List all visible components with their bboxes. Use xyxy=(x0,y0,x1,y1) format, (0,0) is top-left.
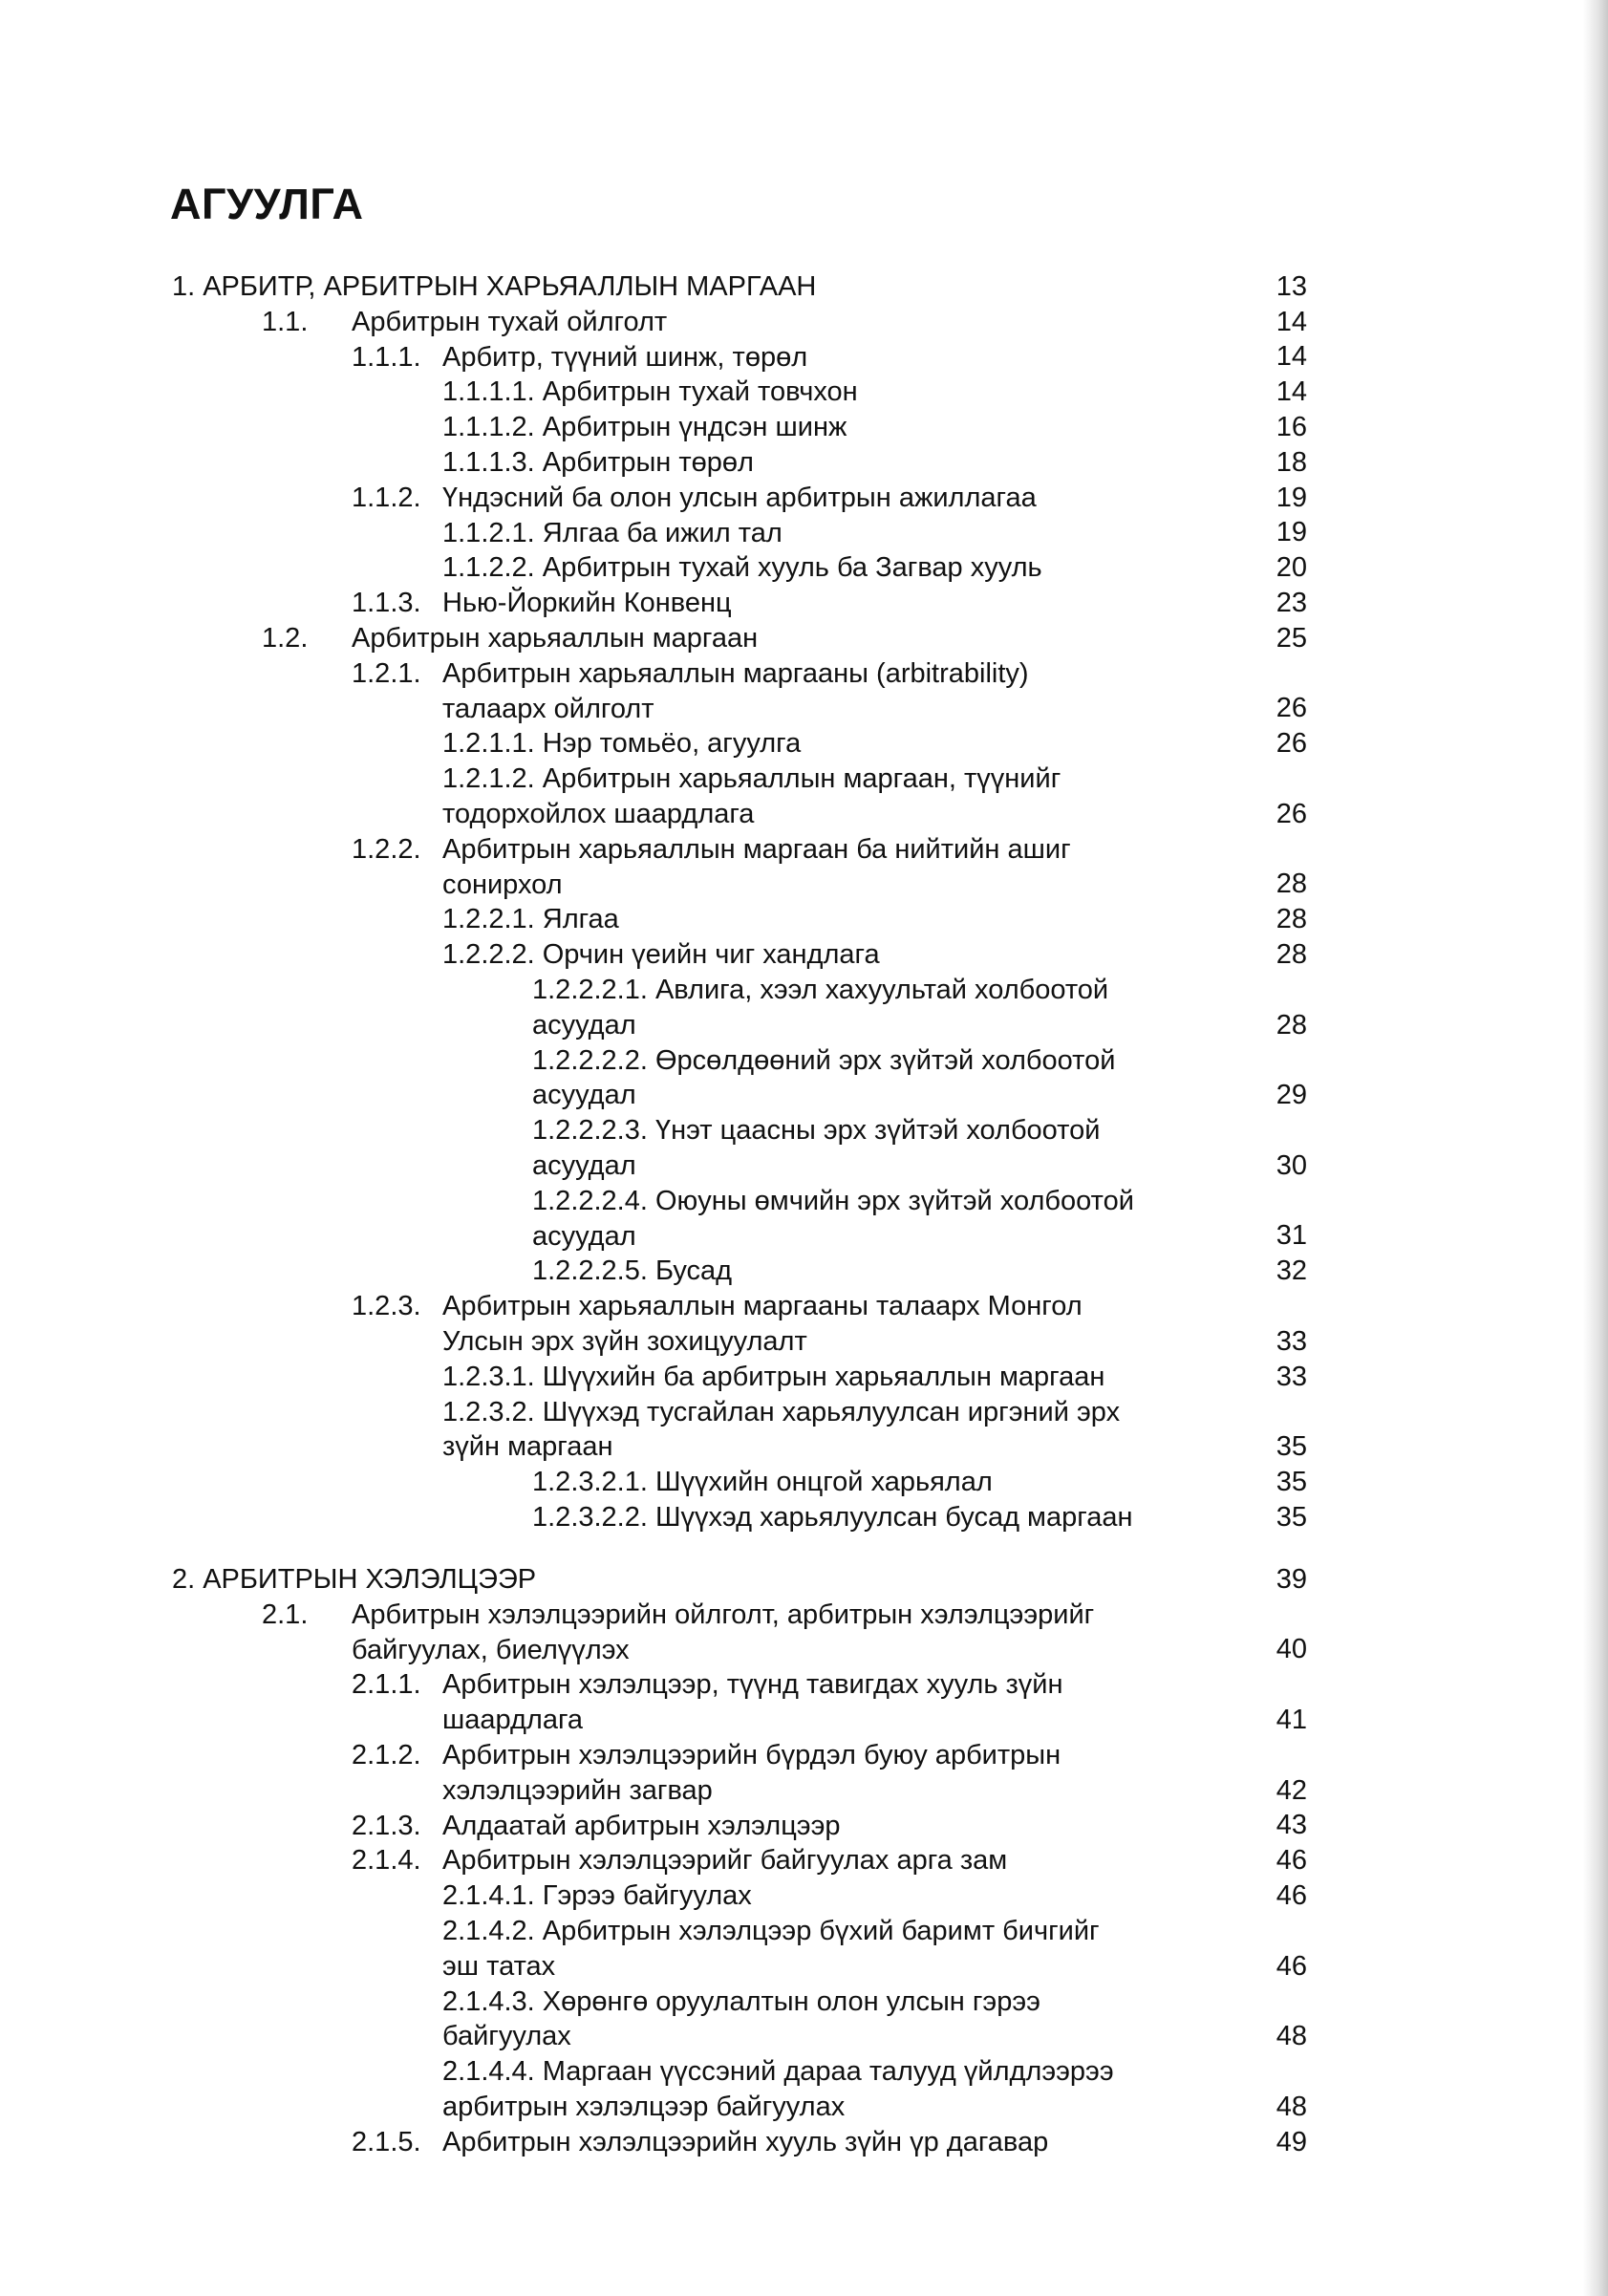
toc-title-line: Арбитрын харьяаллын маргааны (arbitrability) xyxy=(442,657,1029,689)
toc-title-line: Арбитрын хэлэлцээр, түүнд тавигдах хууль зүйн xyxy=(442,1669,1063,1701)
toc-page-number: 23 xyxy=(1276,587,1307,618)
toc-title-line: Арбитр, түүний шинж, төрөл xyxy=(442,341,808,373)
toc-number: 1.2.3.2.1. xyxy=(532,1467,648,1498)
toc-page-number: 20 xyxy=(1276,552,1307,584)
toc-number: 2.1.4.4. xyxy=(442,2056,535,2088)
toc-title-line: зүйн маргаан xyxy=(442,1431,613,1463)
toc-entry xyxy=(0,340,1608,376)
toc-page-number: 26 xyxy=(1276,693,1307,724)
toc-title-line: Арбитрын харьяаллын маргааны талаарх Монгол xyxy=(442,1291,1083,1322)
toc-entry xyxy=(0,1395,1608,1466)
toc-entry xyxy=(0,2054,1608,2125)
toc-title-line: Арбитрын хэлэлцээрийг байгуулах арга зам xyxy=(442,1845,1008,1877)
toc-number: 1.1.1.1. xyxy=(442,376,535,408)
toc-page-number: 14 xyxy=(1276,376,1307,408)
toc-title-line: Ялгаа xyxy=(542,904,619,935)
toc-number: 1.2.3.2.2. xyxy=(532,1502,648,1533)
toc-page-number: 26 xyxy=(1276,728,1307,760)
toc-title-line: Нью-Йоркийн Конвенц xyxy=(442,588,732,619)
toc-page-number: 43 xyxy=(1276,1810,1307,1841)
toc-title-line: шаардлага xyxy=(442,1705,584,1736)
toc-page-number: 35 xyxy=(1276,1501,1307,1533)
toc-page-number: 14 xyxy=(1276,341,1307,373)
toc-title-line: Арбитрын хэлэлцээрийн хууль зүйн үр дагавар xyxy=(442,2126,1049,2157)
toc-title-line: арбитрын хэлэлцээр байгуулах xyxy=(442,2091,846,2122)
toc-title-line: Маргаан үүссэний дараа талууд үйлдлээрээ xyxy=(542,2056,1114,2088)
toc-title-line: Алдаатай арбитрын хэлэлцээр xyxy=(442,1810,841,1841)
toc-number: 2.1.4. xyxy=(352,1845,421,1877)
toc-page-number: 26 xyxy=(1276,798,1307,829)
toc-title-line: Орчин үеийн чиг хандлага xyxy=(542,939,880,971)
toc-title-line: Ялгаа ба ижил тал xyxy=(542,517,783,548)
toc-page-number: 28 xyxy=(1276,869,1307,900)
toc-number: 1. xyxy=(172,271,196,302)
toc-number: 1.2.3.1. xyxy=(442,1361,535,1392)
toc-title-line: Хөрөнгө оруулалтын олон улсын гэрээ xyxy=(542,1985,1040,2017)
toc-page-number: 49 xyxy=(1276,2126,1307,2157)
toc-number: 1.1.1. xyxy=(352,341,421,373)
toc-title-line: Арбитрын төрөл xyxy=(542,447,754,478)
toc-title-line: сонирхол xyxy=(442,869,563,900)
toc-page-number: 13 xyxy=(1276,270,1307,302)
toc-title-line: АРБИТРЫН ХЭЛЭЛЦЭЭР xyxy=(203,1564,537,1595)
toc-title-line: байгуулах, биелүүлэх xyxy=(352,1634,630,1665)
toc-title-line: Өрсөлдөөний эрх зүйтэй холбоотой xyxy=(654,1044,1116,1076)
toc-title-line: Гэрээ байгуулах xyxy=(542,1880,752,1912)
toc-entry xyxy=(0,1254,1608,1289)
toc-page-number: 18 xyxy=(1276,446,1307,478)
toc-page-number: 33 xyxy=(1276,1361,1307,1392)
toc-page-number: 19 xyxy=(1276,482,1307,513)
toc-number: 2.1.4.3. xyxy=(442,1985,535,2017)
toc-entry xyxy=(0,1562,1608,1598)
toc-number: 1.2.1.2. xyxy=(442,763,535,795)
toc-number: 1.1.1.2. xyxy=(442,412,535,443)
toc-title-line: Үнэт цаасны эрх зүйтэй холбоотой xyxy=(654,1115,1101,1147)
toc-page-number: 35 xyxy=(1276,1466,1307,1497)
toc-entry xyxy=(0,1500,1608,1535)
toc-page-number: 28 xyxy=(1276,1009,1307,1041)
toc-title-line: байгуулах xyxy=(442,2021,571,2052)
toc-entry xyxy=(0,902,1608,937)
toc-entry xyxy=(0,550,1608,586)
toc-entry xyxy=(0,516,1608,551)
toc-number: 2.1.4.1. xyxy=(442,1880,535,1912)
toc-entry xyxy=(0,1289,1608,1360)
toc-title-line: Шүүхийн онцгой харьялал xyxy=(654,1467,993,1498)
toc-title-line: Арбитрын харьяаллын маргаан xyxy=(352,623,759,654)
toc-page-number: 32 xyxy=(1276,1255,1307,1287)
toc-page-number: 19 xyxy=(1276,517,1307,548)
toc-number: 1.2.1.1. xyxy=(442,728,535,760)
toc-page-number: 35 xyxy=(1276,1431,1307,1463)
toc-title-line: Арбитрын үндсэн шинж xyxy=(542,412,847,443)
toc-entry xyxy=(0,1113,1608,1184)
toc-page-number: 31 xyxy=(1276,1220,1307,1252)
toc-number: 1.1.2. xyxy=(352,482,421,513)
toc-title-line: асуудал xyxy=(532,1080,636,1111)
toc-number: 2.1.5. xyxy=(352,2126,421,2157)
toc-title-line: Авлига, хээл хахуультай холбоотой xyxy=(654,975,1109,1005)
toc-number: 2. xyxy=(172,1564,196,1595)
toc-entry xyxy=(0,1465,1608,1500)
toc-title-line: Арбитрын тухай хууль ба Загвар хууль xyxy=(542,552,1042,584)
toc-entry xyxy=(0,445,1608,481)
toc-entry xyxy=(0,1360,1608,1395)
toc-number: 2.1.2. xyxy=(352,1740,421,1770)
toc-entry xyxy=(0,1878,1608,1914)
page-title: АГУУЛГА xyxy=(170,180,364,228)
toc-entry xyxy=(0,375,1608,410)
toc-entry xyxy=(0,1843,1608,1878)
toc-number: 1.2.2.2.5. xyxy=(532,1255,648,1287)
toc-page-number: 30 xyxy=(1276,1149,1307,1181)
toc-page-number: 16 xyxy=(1276,411,1307,442)
toc-title-line: Арбитрын хэлэлцээрийн бүрдэл буюу арбитрын xyxy=(442,1740,1061,1770)
toc-page-number: 29 xyxy=(1276,1080,1307,1111)
toc-page-number: 46 xyxy=(1276,1879,1307,1911)
toc-page-number: 48 xyxy=(1276,2091,1307,2122)
toc-number: 1.2.1. xyxy=(352,657,421,689)
toc-number: 1.2.3. xyxy=(352,1291,421,1322)
toc-entry xyxy=(0,621,1608,656)
toc-page-number: 39 xyxy=(1276,1563,1307,1595)
toc-title-line: хэлэлцээрийн загвар xyxy=(442,1774,713,1806)
toc-title-line: Арбитрын харьяаллын маргаан ба нийтийн ашиг xyxy=(442,833,1071,865)
toc-entry xyxy=(0,410,1608,445)
toc-number: 1.2. xyxy=(262,623,309,654)
toc-number: 2.1. xyxy=(262,1599,309,1630)
toc-title-line: Нэр томьёо, агуулга xyxy=(542,728,802,760)
toc-title-line: Арбитрын тухай товчхон xyxy=(542,376,858,408)
toc-title-line: асуудал xyxy=(532,1009,636,1041)
toc-number: 1.2.2. xyxy=(352,833,421,865)
toc-number: 1.2.2.2.3. xyxy=(532,1115,648,1147)
toc-page-number: 33 xyxy=(1276,1325,1307,1357)
toc-entry xyxy=(0,832,1608,903)
toc-number: 1.1. xyxy=(262,306,309,337)
toc-number: 2.1.4.2. xyxy=(442,1916,535,1946)
toc-title-line: асуудал xyxy=(532,1220,636,1252)
toc-page-number: 40 xyxy=(1276,1634,1307,1665)
toc-title-line: тодорхойлох шаардлага xyxy=(442,798,755,829)
toc-title-line: Арбитрын тухай ойлголт xyxy=(352,306,668,337)
toc-title-line: Бусад xyxy=(654,1255,733,1287)
toc-title-line: талаарх ойлголт xyxy=(442,693,654,724)
toc-page-number: 42 xyxy=(1276,1774,1307,1806)
toc-number: 1.2.2.1. xyxy=(442,904,535,935)
toc-page-number: 14 xyxy=(1276,306,1307,337)
toc-title-line: Шүүхэд харьялуулсан бусад маргаан xyxy=(654,1502,1133,1533)
toc-entry xyxy=(0,1598,1608,1668)
toc-title-line: асуудал xyxy=(532,1149,636,1181)
toc-page-number: 28 xyxy=(1276,904,1307,935)
toc-entry xyxy=(0,1985,1608,2055)
toc-number: 2.1.3. xyxy=(352,1810,421,1841)
toc-number: 1.1.2.1. xyxy=(442,517,535,548)
toc-page-number: 25 xyxy=(1276,622,1307,654)
toc-page-number: 28 xyxy=(1276,938,1307,970)
toc-entry xyxy=(0,1738,1608,1809)
toc-page-number: 46 xyxy=(1276,1950,1307,1982)
toc-title-line: Шүүхэд тусгайлан харьялуулсан иргэний эрх xyxy=(542,1396,1121,1427)
toc-entry xyxy=(0,481,1608,516)
toc-entry xyxy=(0,1184,1608,1255)
toc-title-line: Арбитрын хэлэлцээр бүхий баримт бичгийг xyxy=(542,1916,1100,1946)
toc-entry xyxy=(0,726,1608,762)
toc-entry xyxy=(0,1043,1608,1114)
toc-number: 1.1.3. xyxy=(352,588,421,619)
toc-number: 2.1.1. xyxy=(352,1669,421,1701)
toc-entry xyxy=(0,1809,1608,1844)
toc-page-number: 41 xyxy=(1276,1704,1307,1735)
toc-entry xyxy=(0,762,1608,832)
toc-entry xyxy=(0,1914,1608,1985)
toc-number: 1.2.2.2. xyxy=(442,939,535,971)
toc-entry xyxy=(0,937,1608,973)
toc-page-number: 46 xyxy=(1276,1845,1307,1877)
toc-entry xyxy=(0,1667,1608,1738)
toc-title-line: Арбитрын хэлэлцээрийн ойлголт, арбитрын хэлэлцээрийг xyxy=(352,1599,1095,1630)
toc-title-line: Шүүхийн ба арбитрын харьяаллын маргаан xyxy=(542,1361,1105,1392)
toc-number: 1.2.2.2.2. xyxy=(532,1044,648,1076)
toc-page-number: 48 xyxy=(1276,2021,1307,2052)
toc-title-line: Арбитрын харьяаллын маргаан, түүнийг xyxy=(542,763,1061,795)
toc-title-line: Үндэсний ба олон улсын арбитрын ажиллагаа xyxy=(442,482,1037,513)
toc-entry xyxy=(0,269,1608,305)
toc-number: 1.2.2.2.4. xyxy=(532,1185,648,1216)
toc-entry xyxy=(0,973,1608,1043)
toc-number: 1.2.3.2. xyxy=(442,1396,535,1427)
toc-number: 1.1.2.2. xyxy=(442,552,535,584)
toc-entry xyxy=(0,656,1608,727)
toc-number: 1.1.1.3. xyxy=(442,447,535,478)
toc-entry xyxy=(0,2125,1608,2160)
toc-title-line: АРБИТР, АРБИТРЫН ХАРЬЯАЛЛЫН МАРГААН xyxy=(203,271,817,302)
toc-entry xyxy=(0,586,1608,621)
toc-title-line: Оюуны өмчийн эрх зүйтэй холбоотой xyxy=(654,1185,1134,1216)
toc-entry xyxy=(0,305,1608,340)
toc-title-line: Улсын эрх зүйн зохицуулалт xyxy=(442,1325,807,1357)
toc-title-line: эш татах xyxy=(442,1950,556,1982)
toc-number: 1.2.2.2.1. xyxy=(532,975,648,1005)
